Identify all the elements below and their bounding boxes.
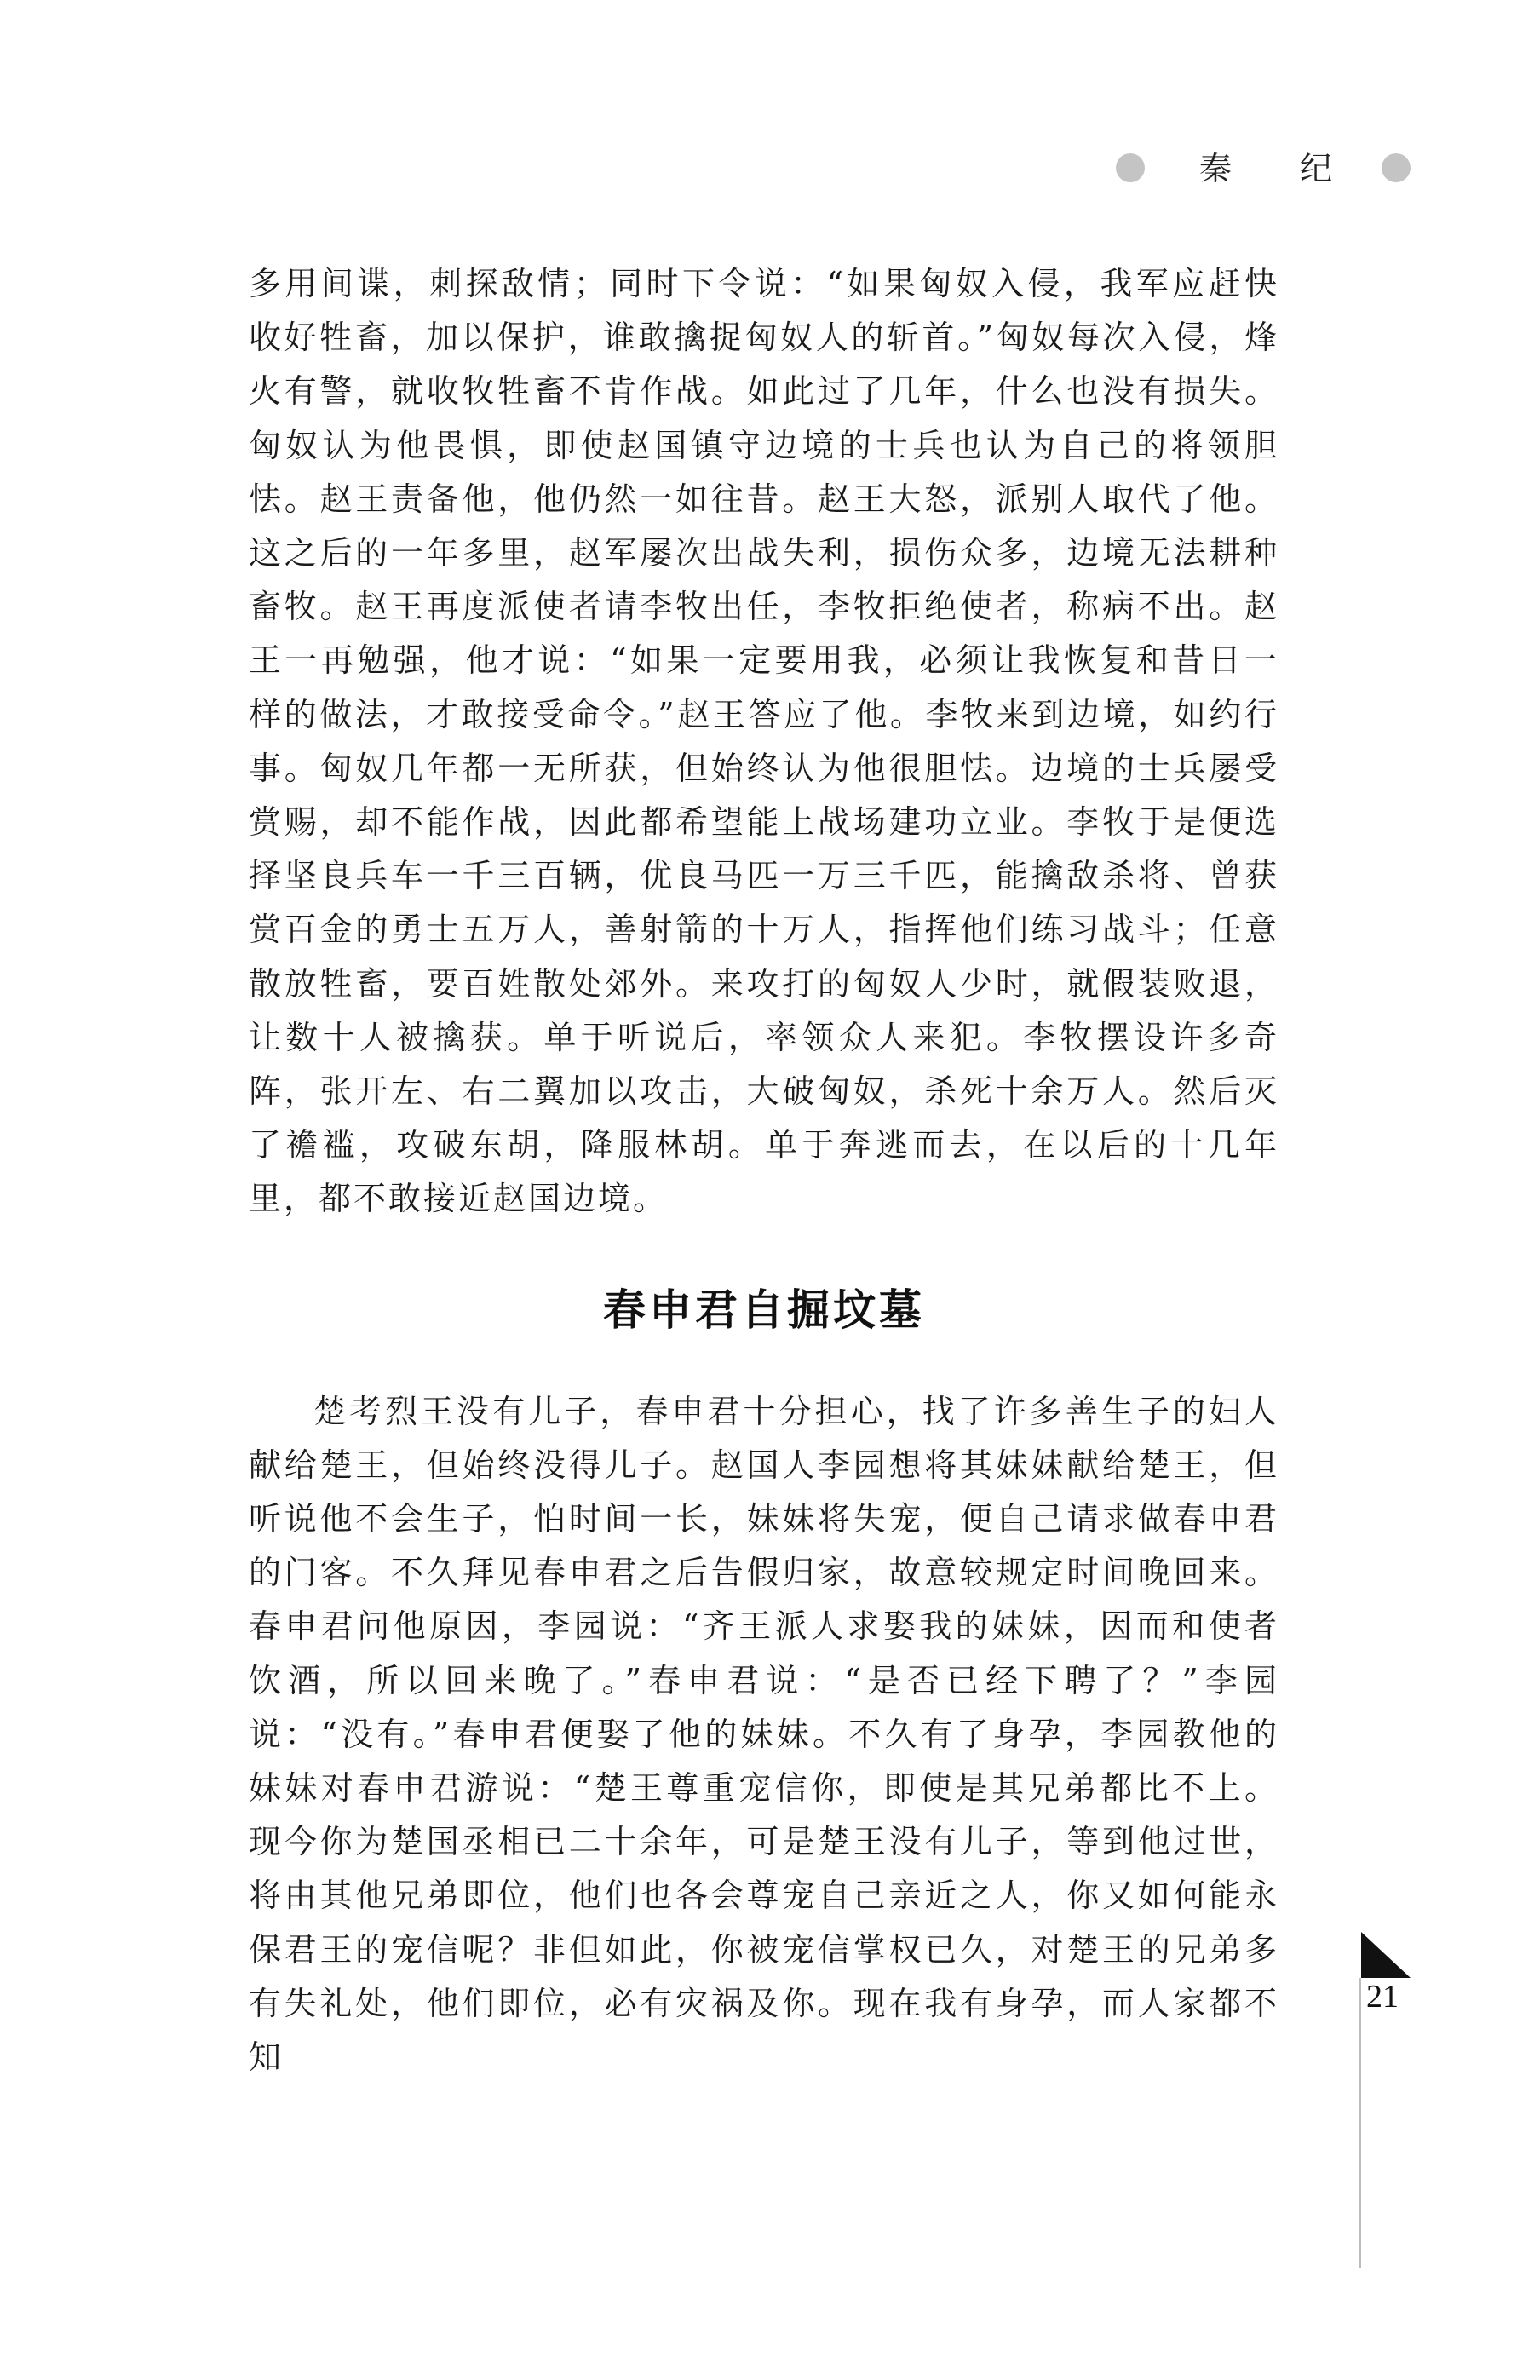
header-title-char-1: 秦 — [1199, 150, 1233, 187]
corner-triangle-icon — [1361, 1932, 1411, 1981]
margin-rule — [1359, 1978, 1361, 2268]
body-paragraph-continued: 多用间谍，刺探敌情；同时下令说：“如果匈奴入侵，我军应赶快收好牲畜，加以保护，谁敢擒捉匈奴人的斩首。”匈奴每次入侵，烽火有警，就收牧牲畜不肯作战。如此过了几年，什么也没有损失。匈奴认为他畏惧，即使赵国镇守边境的士兵也认为自己的将领胆怯。赵王责备他，他仍然一如往昔。赵王大怒，派别人取代了他。这之后的一年多里，赵军屡次出战失利，损伤众多，边境无法耕种畜牧。赵王再度派使者请李牧出任，李牧拒绝使者，称病不出。赵王一再勉强，他才说：“如果一定要用我，必须让我恢复和昔日一样的做法，才敢接受命令。”赵王答应了他。李牧来到边境，如约行事。匈奴几年都一无所获，但始终认为他很胆怯。边境的士兵屡受赏赐，却不能作战，因此都希望能上战场建功立业。李牧于是便选择坚良兵车一千三百辆，优良马匹一万三千匹，能擒敌杀将、曾获赏百金的勇士五万人，善射箭的十万人，指挥他们练习战斗；任意散放牲畜，要百姓散处郊外。来攻打的匈奴人少时，就假装败退，让数十人被擒获。单于听说后，率领众人来犯。李牧摆设许多奇阵，张开左、右二翼加以攻击，大破匈奴，杀死十余万人。然后灭了襜褴，攻破东胡，降服林胡。单于奔逃而去，在以后的十几年里，都不敢接近赵国边境。 — [249, 265, 1279, 1218]
section-title: 春申君自掘坟墓 — [603, 1285, 925, 1335]
page-number: 21 — [1366, 1979, 1399, 2015]
header-dot-left-icon — [1116, 153, 1145, 182]
page-body — [249, 257, 1279, 2084]
body-paragraph: 楚考烈王没有儿子，春申君十分担心，找了许多善生子的妇人献给楚王，但始终没得儿子。赵国人李园想将其妹妹献给楚王，但听说他不会生子，怕时间一长，妹妹将失宠，便自己请求做春申君的门客。不久拜见春申君之后告假归家，故意较规定时间晚回来。春申君问他原因，李园说：“齐王派人求娶我的妹妹，因而和使者饮酒，所以回来晚了。”春申君说：“是否已经下聘了？”李园说：“没有。”春申君便娶了他的妹妹。不久有了身孕，李园教他的妹妹对春申君游说：“楚王尊重宠信你，即使是其兄弟都比不上。现今你为楚国丞相已二十余年，可是楚王没有儿子，等到他过世，将由其他兄弟即位，他们也各会尊宠自己亲近之人，你又如何能永保君王的宠信呢？非但如此，你被宠信掌权已久，对楚王的兄弟多有失礼处，他们即位，必有灾祸及你。现在我有身孕，而人家都不知 — [249, 1392, 1279, 2077]
header-dot-right-icon — [1382, 153, 1411, 182]
running-header — [1107, 143, 1431, 194]
header-title-char-2: 纪 — [1300, 150, 1333, 187]
